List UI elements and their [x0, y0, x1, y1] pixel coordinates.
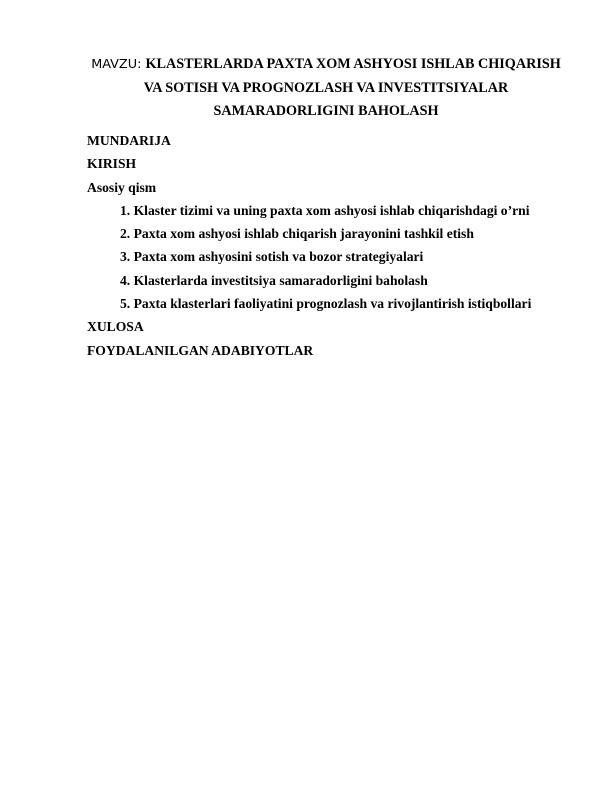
title-line-3: SAMARADORLIGINI BAHOLASH [213, 103, 439, 119]
title-prefix: MAVZU: [91, 57, 146, 72]
document-title [80, 53, 572, 124]
toc-chapter-3: 3. Paxta xom ashyosini sotish va bozor strategiyalari [120, 249, 424, 265]
title-line-2: VA SOTISH VA PROGNOZLASH VA INVESTITSIYALAR [143, 79, 509, 96]
toc-chapter-1: 1. Klaster tizimi va uning paxta xom ashyosi ishlab chiqarishdagi o’rni [120, 202, 530, 218]
toc-chapter-5: 5. Paxta klasterlari faoliyatini prognozlash va rivojlantirish istiqbollari [120, 296, 532, 312]
toc-chapter-2: 2. Paxta xom ashyosi ishlab chiqarish jarayonini tashkil etish [120, 226, 474, 242]
toc-item-conclusion: XULOSA [87, 319, 144, 335]
toc-item-intro: KIRISH [87, 156, 137, 172]
toc-item-main-part: Asosiy qism [87, 179, 157, 195]
title-text-line-1: KLASTERLARDA PAXTA XOM ASHYOSI ISHLAB CHIQARISH [145, 56, 561, 72]
table-of-contents [87, 129, 577, 362]
title-line-1 [80, 53, 572, 77]
toc-chapter-4: 4. Klasterlarda investitsiya samaradorligini baholash [120, 272, 428, 288]
toc-item-references: FOYDALANILGAN ADABIYOTLAR [87, 342, 314, 358]
toc-heading: MUNDARIJA [87, 133, 171, 148]
